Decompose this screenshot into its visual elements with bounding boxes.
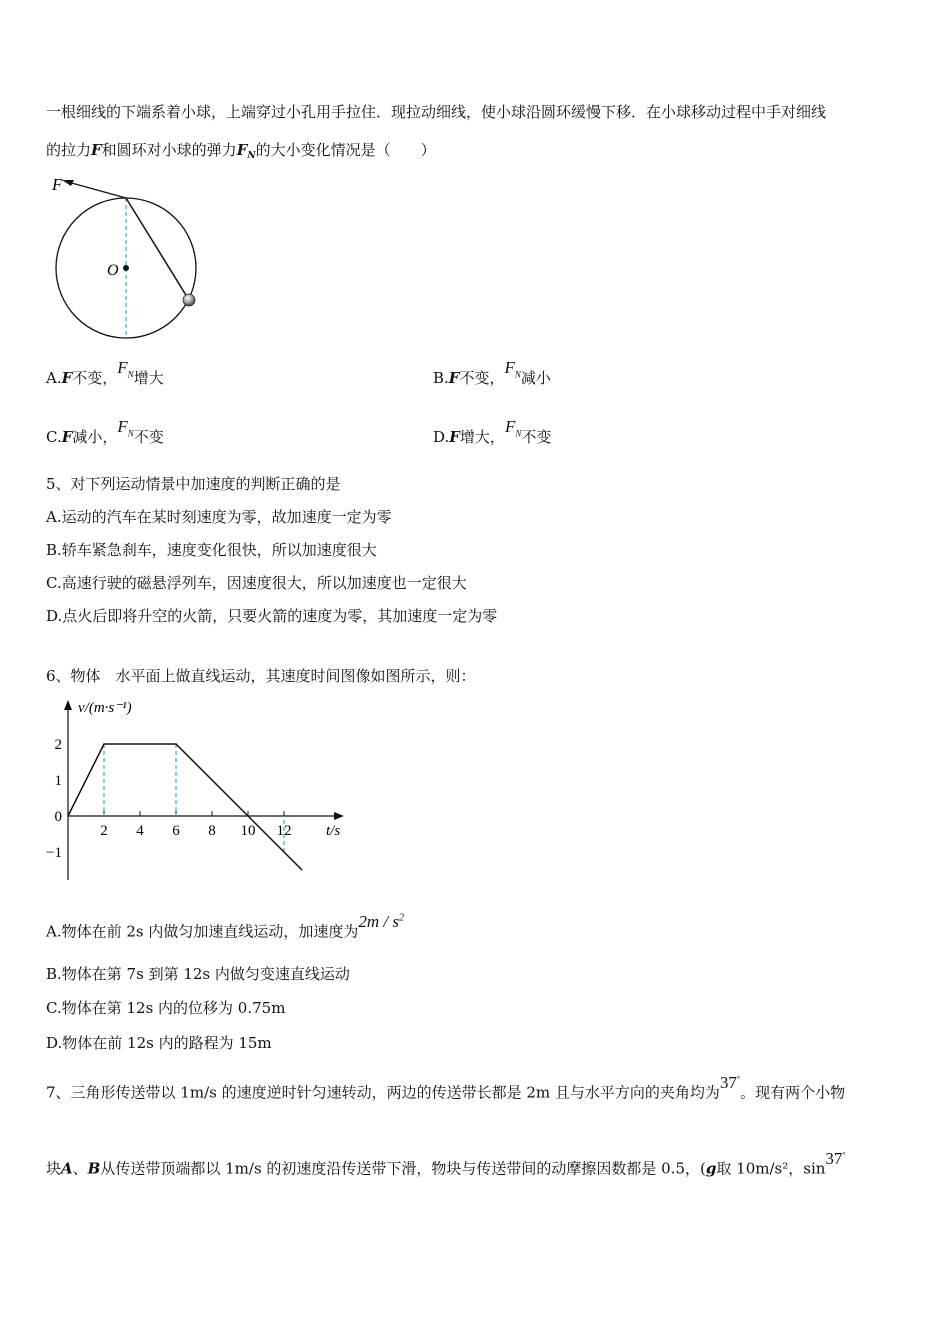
ball [183,294,195,306]
center-dot [123,265,129,271]
q5-option-c[interactable]: C.高速行驶的磁悬浮列车，因速度很大，所以加速度也一定很大 [46,574,467,592]
q5-option-a[interactable]: A.运动的汽车在某时刻速度为零，故加速度一定为零 [46,508,392,526]
q4-option-b[interactable] [433,358,551,394]
q4-var-F: F [91,141,102,159]
q6-stem: 6、物体 水平面上做直线运动，其速度时间图像如图所示，则： [46,667,476,685]
q7-line2 [46,1148,846,1179]
var-F: F [448,369,460,387]
q4-option-c[interactable] [46,417,164,453]
q4-option-a[interactable] [46,358,164,394]
q4-var-N: N [247,151,256,161]
q6-option-d[interactable]: D.物体在前 12s 内的路程为 15m [46,1034,272,1052]
q4-var-FN: F [236,141,248,159]
q4-option-d[interactable] [433,417,552,453]
q7-text: 取 10m/s²，sin [716,1159,826,1178]
var-FN: $F_N$ [504,358,521,380]
velocity-time-chart [40,692,360,892]
q7-text: 。现有两个小物 [740,1083,846,1102]
q5-option-d[interactable]: D.点火后即将升空的火箭，只要火箭的速度为零，其加速度一定为零 [46,607,498,625]
y-tick-label: 1 [54,773,62,789]
x-axis-label: t/s [326,823,341,839]
q4-line2-post: 的大小变化情况是（ ） [255,141,436,159]
var-F: F [61,428,73,446]
q4-line1: 一根细线的下端系着小球，上端穿过小孔用手拉住．现拉动细线，使小球沿圆环缓慢下移．在小球移动过程中手对细线 [46,103,827,121]
q7-text: 从传送带顶端都以 1m/s 的初速度沿传送带下滑，物块与传送带间的动摩擦因数都是 0.5，( [100,1159,706,1178]
option-text: 增大 [133,369,164,387]
x-tick-label: 6 [172,823,180,839]
option-text: A.物体在前 2s 内做匀加速直线运动，加速度为 [46,922,359,941]
string-chord [126,198,189,300]
option-letter: C. [46,428,62,446]
option-text: 不变 [521,428,552,446]
option-text: 不变 [133,428,164,446]
q7-line1 [46,1072,846,1103]
force-arrowhead [62,180,74,186]
option-text: 不变， [72,369,118,387]
option-text: 增大， [459,428,505,446]
y-tick-label: −1 [46,845,62,861]
x-tick-label: 8 [208,823,216,839]
acceleration-value: $2m / s^2$ [358,911,405,931]
label-F: F [52,175,63,194]
x-tick-label: 2 [100,823,108,839]
q4-line2-pre: 的拉力 [46,141,92,159]
x-axis-arrow [334,812,344,820]
var-FN: $F_N$ [117,417,134,439]
option-letter: B. [433,369,449,387]
x-tick-label: 10 [240,823,256,839]
option-letter: A. [46,369,62,387]
y-axis-arrow [64,700,72,710]
var-A: A [61,1159,73,1178]
q6-option-b[interactable]: B.物体在第 7s 到第 12s 内做匀变速直线运动 [46,965,350,983]
var-FN: $F_N$ [504,417,522,439]
x-tick-label: 4 [136,823,144,839]
option-text: 减小， [72,428,118,446]
label-O: O [107,262,119,279]
option-text: 不变， [459,369,505,387]
var-F: F [61,369,73,387]
q7-text: 块 [46,1159,62,1178]
option-text: 减小 [520,369,551,387]
q6-option-c[interactable]: C.物体在第 12s 内的位移为 0.75m [46,999,286,1017]
velocity-series-line [68,744,302,870]
option-letter: D. [433,428,450,446]
q6-option-a[interactable] [46,911,405,942]
force-arrow-line [68,182,126,198]
var-g: g [705,1159,717,1178]
y-axis-label: v/(m·s⁻¹) [78,700,132,716]
angle-37: 37° [719,1072,741,1092]
q7-text: 7、三角形传送带以 1m/s 的速度逆时针匀速转动，两边的传送带长都是 2m 且与水平方向的夹角均为 [46,1083,720,1102]
q5-option-b[interactable]: B.轿车紧急刹车，速度变化很快，所以加速度很大 [46,541,377,559]
var-F: F [449,428,460,446]
q4-line2 [46,140,436,166]
circle-figure [44,170,214,345]
y-tick-label: 0 [54,809,62,825]
q4-line2-mid: 和圆环对小球的弹力 [101,141,237,159]
q5-stem: 5、对下列运动情景中加速度的判断正确的是 [46,475,341,493]
q7-text: 、 [72,1159,88,1178]
angle-37: 37° [825,1148,846,1168]
var-B: B [87,1159,101,1178]
var-FN: $F_N$ [117,358,134,380]
y-tick-label: 2 [54,737,62,753]
x-tick-label: 12 [276,823,292,839]
